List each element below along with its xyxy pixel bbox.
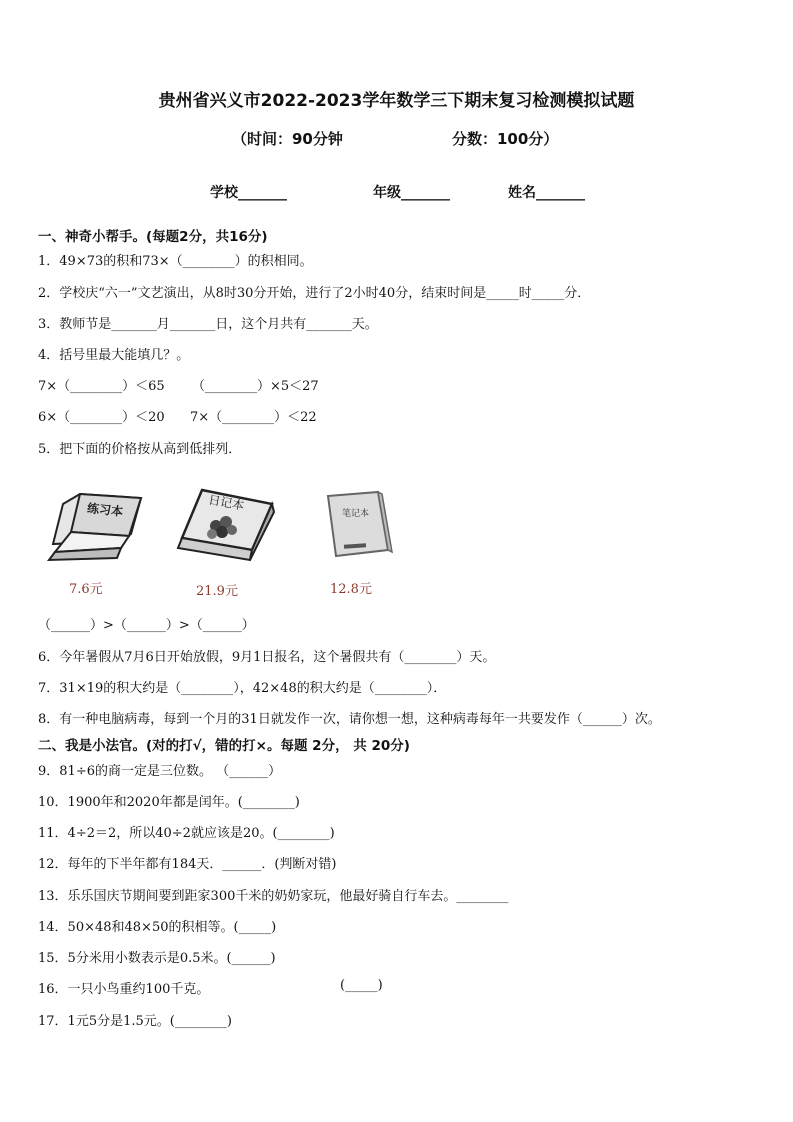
- question-4d: 7×（________）＜22: [190, 410, 317, 425]
- question-5-answer: （______）>（______）>（______）: [38, 618, 255, 633]
- grade-field: 年级_______: [373, 185, 450, 201]
- question-6: 6．今年暑假从7月6日开始放假，9月1日报名，这个暑假共有（________）天。: [38, 650, 496, 665]
- question-9: 9．81÷6的商一定是三位数。 （______）: [38, 764, 282, 779]
- price-diary: 21.9元: [196, 584, 238, 599]
- section1-heading: 一、神奇小帮手。(每题2分，共16分): [38, 229, 268, 245]
- question-13: 13．乐乐国庆节期间要到距家300千米的奶奶家玩，他最好骑自行车去。________: [38, 889, 509, 904]
- exercise-book-icon: [45, 486, 145, 566]
- question-4: 4．括号里最大能填几？。: [38, 348, 190, 363]
- question-3: 3．教师节是_______月_______日，这个月共有_______天。: [38, 317, 378, 332]
- name-field: 姓名_______: [508, 185, 585, 201]
- price-notebook: 12.8元: [330, 582, 372, 597]
- question-16: 16．一只小鸟重约100千克。: [38, 982, 210, 997]
- question-5: 5．把下面的价格按从高到低排列．: [38, 442, 242, 457]
- question-1: 1．49×73的积和73×（________）的积相同。: [38, 254, 313, 269]
- question-8: 8．有一种电脑病毒，每到一个月的31日就发作一次，请你想一想，这种病毒每年一共要发作（______）次。: [38, 712, 661, 727]
- exam-time: （时间：90分钟: [232, 130, 343, 148]
- question-16-blank: (_____): [340, 978, 383, 993]
- notebook-icon: [322, 490, 394, 566]
- question-10: 10．1900年和2020年都是闰年。(________): [38, 795, 300, 810]
- section2-heading: 二、我是小法官。(对的打√，错的打×。每题 2分， 共 20分): [38, 738, 410, 754]
- diary-icon: [172, 486, 282, 570]
- question-12: 12．每年的下半年都有184天．______．(判断对错): [38, 857, 337, 872]
- question-7: 7．31×19的积大约是（________），42×48的积大约是（________）．: [38, 681, 447, 696]
- price-exercise-book: 7.6元: [69, 582, 103, 597]
- notebook-cover: 笔记本: [342, 509, 370, 519]
- diary-cover: 日记本: [207, 492, 246, 513]
- page-title: 贵州省兴义市2022-2023学年数学三下期末复习检测模拟试题: [158, 91, 635, 111]
- exam-score: 分数：100分）: [452, 130, 559, 148]
- exercise-book-cover: 练习本: [86, 501, 124, 519]
- question-17: 17．1元5分是1.5元。(________): [38, 1014, 232, 1029]
- question-2: 2．学校庆“六一”文艺演出，从8时30分开始，进行了2小时40分，结束时间是_____时_____分．: [38, 286, 591, 301]
- question-15: 15．5分米用小数表示是0.5米。(______): [38, 951, 276, 966]
- question-11: 11．4÷2＝2，所以40÷2就应该是20。(________): [38, 826, 335, 841]
- question-14: 14．50×48和48×50的积相等。(_____): [38, 920, 277, 935]
- question-4c: 6×（________）＜20: [38, 410, 165, 425]
- question-4a: 7×（________）＜65: [38, 379, 165, 394]
- question-4b: （________）×5＜27: [192, 379, 319, 394]
- school-field: 学校_______: [210, 185, 287, 201]
